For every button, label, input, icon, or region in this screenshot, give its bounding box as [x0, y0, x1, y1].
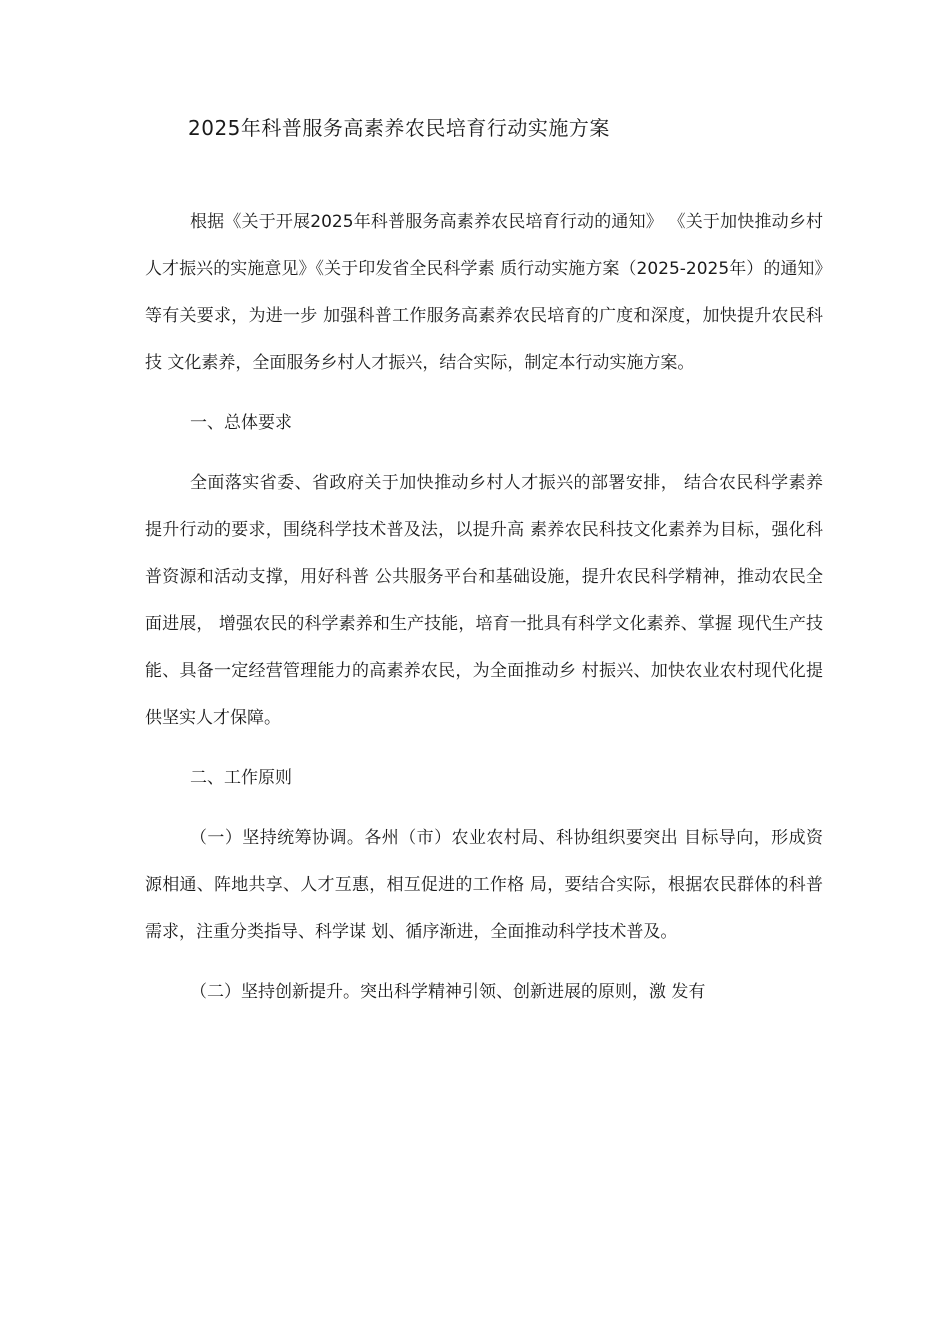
intro-paragraph: 根据《关于开展2025年科普服务高素养农民培育行动的通知》 《关于加快推动乡村人才振兴的实施意见》《关于印发省全民科学素 质行动实施方案（2025-2025年）的通知》等有关要求，为进一步 加强科普工作服务高素养农民培育的广度和深度，加快提升农民科技 文化素养，全面服务乡村人才振兴，结合实际，制定本行动实施方案。 [145, 212, 823, 373]
general-requirements-paragraph: 全面落实省委、省政府关于加快推动乡村人才振兴的部署安排， 结合农民科学素养提升行动的要求，围绕科学技术普及法，以提升高 素养农民科技文化素养为目标，强化科普资源和活动支撑，用好科普 公共服务平台和基础设施，提升农民科学精神，推动农民全面进展， 增强农民的科学素养和生产技能，培育一批具有科学文化素养、掌握 现代生产技能、具备一定经营管理能力的高素养农民，为全面推动乡 村振兴、加快农业农村现代化提供坚实人才保障。 [145, 473, 823, 728]
document-title: 2025年科普服务高素养农民培育行动实施方案 [188, 116, 610, 140]
section-heading-general-requirements: 一、总体要求 [190, 413, 292, 433]
principle-item-coordination: （一）坚持统筹协调。各州（市）农业农村局、科协组织要突出 目标导向，形成资源相通、阵地共享、人才互惠，相互促进的工作格 局，要结合实际，根据农民群体的科普需求，注重分类指导、科学谋 划、循序渐进，全面推动科学技术普及。 [145, 828, 823, 942]
principle-item-innovation: （二）坚持创新提升。突出科学精神引领、创新进展的原则，激 发有 [190, 982, 706, 1002]
document-body [145, 199, 823, 1016]
section-heading-work-principles: 二、工作原则 [190, 768, 292, 788]
